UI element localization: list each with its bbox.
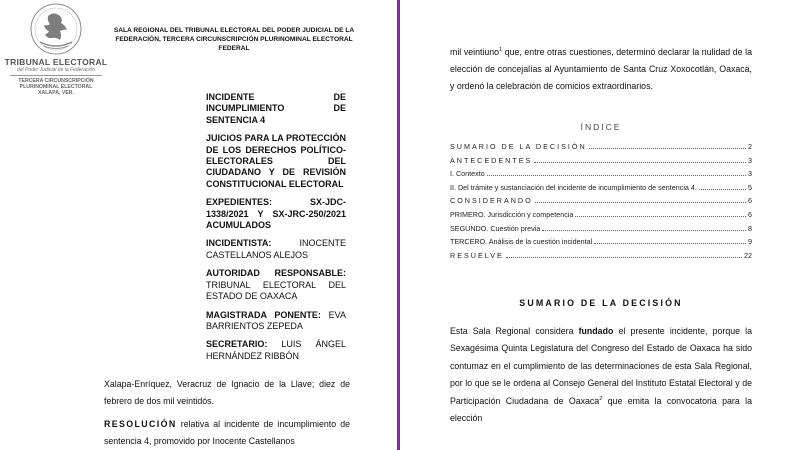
toc-entry-page: 8 [748, 223, 752, 233]
footnote-ref-2[interactable]: 2 [599, 395, 603, 402]
summary-section-title: SUMARIO DE LA DECISIÓN [519, 298, 683, 308]
toc-entry-title: II. Del trámite y sustanciación del incidente de incumplimiento de sentencia 4. [450, 182, 697, 192]
toc-leader-dots [534, 162, 746, 163]
autoridad-value: TRIBUNAL ELECTORAL DEL ESTADO DE OAXACA [206, 279, 346, 302]
toc-leader-dots [589, 148, 746, 149]
continuation-text-b: que, entre otras cuestiones, determinó declarar la nulidad de la elección de concejalías al Ayuntamiento de Santa Cruz Xoxocotlán, Oaxaca, y ordenó la celebración de comicios extraordinarios. [450, 47, 752, 91]
resolution-text: relativa al incidente de incumplimiento de sentencia 4, promovido por Inocente Castellanos [104, 419, 350, 446]
left-page [0, 0, 398, 450]
toc-entry-page: 5 [748, 182, 752, 192]
page-divider [397, 0, 400, 450]
toc-entry[interactable] [450, 155, 752, 166]
magistrada-label: MAGISTRADA PONENTE: [206, 309, 321, 320]
toc-leader-dots [506, 257, 742, 258]
secretario-label: SECRETARIO: [206, 339, 268, 350]
toc-leader-dots [699, 189, 746, 190]
logo-line-3: XALAPA, VER. [38, 90, 74, 96]
toc-entry[interactable] [450, 223, 752, 234]
autoridad [206, 268, 346, 302]
logo-title: TRIBUNAL ELECTORAL [4, 57, 108, 67]
toc-entry-title: PRIMERO. Jurisdicción y competencia [450, 209, 574, 219]
toc-entry-page: 3 [748, 169, 752, 179]
resolution-paragraph [104, 416, 350, 449]
secretario-value: LUIS ÁNGEL HERNÁNDEZ RIBBÓN [206, 339, 346, 361]
toc-leader-dots [487, 175, 746, 176]
toc-leader-dots [542, 230, 746, 231]
logo-divider [10, 75, 102, 76]
case-caption [206, 92, 346, 369]
toc-entry[interactable] [450, 236, 752, 247]
table-of-contents [450, 141, 752, 263]
toc-entry[interactable] [450, 168, 752, 179]
place-date-paragraph: Xalapa-Enríquez, Veracruz de Ignacio de la Llave; diez de febrero de dos mil veintidós. [104, 379, 350, 406]
toc-entry-title: CONSIDERANDO [450, 196, 533, 206]
autoridad-label: AUTORIDAD RESPONSABLE: [206, 268, 346, 279]
toc-entry-page: 22 [744, 250, 752, 260]
toc-entry[interactable] [450, 209, 752, 220]
logo-line-2: PLURINOMINAL ELECTORAL [19, 84, 93, 90]
incidentista [206, 238, 346, 261]
toc-entry[interactable] [450, 182, 752, 193]
court-header: SALA REGIONAL DEL TRIBUNAL ELECTORAL DEL PODER JUDICIAL DE LA FEDERACIÓN, TERCERA CIRCUNSCRIPCIÓN PLURINOMINAL ELECTORAL FEDERAL [113, 27, 355, 52]
resolution-label: RESOLUCIÓN [104, 419, 177, 429]
toc-entry-page: 2 [748, 142, 752, 151]
toc-leader-dots [594, 243, 746, 244]
incidentista-value: INOCENTE CASTELLANOS ALEJOS [206, 238, 346, 260]
summary-text-b: el presente incidente, porque la Sexagésima Quinta Legislatura del Congreso del Estado de Oaxaca ha sido contumaz en el cumplimiento de las determinaciones de esta Sala Regional, por lo que se le ordena al Consejo General del Instituto Estatal Electoral y de Participación Ciudadana de Oaxaca [450, 326, 752, 406]
expedientes-label: EXPEDIENTES: [206, 197, 273, 208]
right-page [402, 0, 800, 450]
index-title: ÍNDICE [580, 122, 622, 132]
toc-leader-dots [535, 202, 746, 203]
toc-leader-dots [575, 216, 746, 217]
toc-entry-page: 6 [748, 209, 752, 219]
summary-text-c: que emita la convocatoria para la elección [450, 395, 752, 424]
coat-of-arms-logo [4, 2, 108, 112]
expedientes-value: SX-JDC-1338/2021 Y SX-JRC-250/2021 ACUMULADOS [206, 197, 346, 231]
toc-entry-title: RESUELVE [450, 250, 504, 260]
toc-entry-page: 9 [748, 237, 752, 247]
expedientes [206, 197, 346, 231]
continuation-paragraph [450, 44, 752, 95]
magistrada [206, 310, 346, 333]
toc-entry-title: I. Contexto [450, 169, 485, 179]
incidentista-label: INCIDENTISTA: [206, 238, 272, 249]
summary-text-a: Esta Sala Regional considera [450, 326, 579, 336]
toc-entry-title: ANTECEDENTES [450, 155, 533, 165]
toc-entry-page: 3 [748, 155, 752, 165]
logo-subtitle: del Poder Judicial de la Federación [16, 67, 96, 73]
toc-entry[interactable] [450, 250, 752, 261]
summary-paragraph [450, 323, 752, 427]
footnote-ref-1[interactable]: 1 [499, 47, 503, 54]
eagle-emblem-icon [26, 2, 86, 56]
logo-line-1: TERCERA CIRCUNSCRIPCIÓN [18, 78, 94, 84]
summary-bold: fundado [578, 326, 614, 336]
continuation-text-a: mil veintiuno [450, 47, 500, 57]
magistrada-value: EVA BARRIENTOS ZEPEDA [206, 309, 346, 331]
trials-title: JUICIOS PARA LA PROTECCIÓN DE LOS DERECHOS POLÍTICO-ELECTORALES DEL CIUDADANO Y DE REVISIÓN CONSTITUCIONAL ELECTORAL [206, 133, 346, 189]
toc-entry-title: SUMARIO DE LA DECISIÓN [450, 142, 587, 151]
toc-entry-title: SEGUNDO. Cuestión previa [450, 223, 541, 233]
secretario [206, 339, 346, 362]
toc-entry[interactable] [450, 195, 752, 206]
toc-entry-title: TERCERO. Análisis de la cuestión incidental [450, 237, 593, 247]
toc-entry[interactable] [450, 141, 752, 152]
toc-entry-page: 6 [748, 196, 752, 206]
incident-title: INCIDENTE DE INCUMPLIMIENTO DE SENTENCIA 4 [206, 92, 346, 125]
